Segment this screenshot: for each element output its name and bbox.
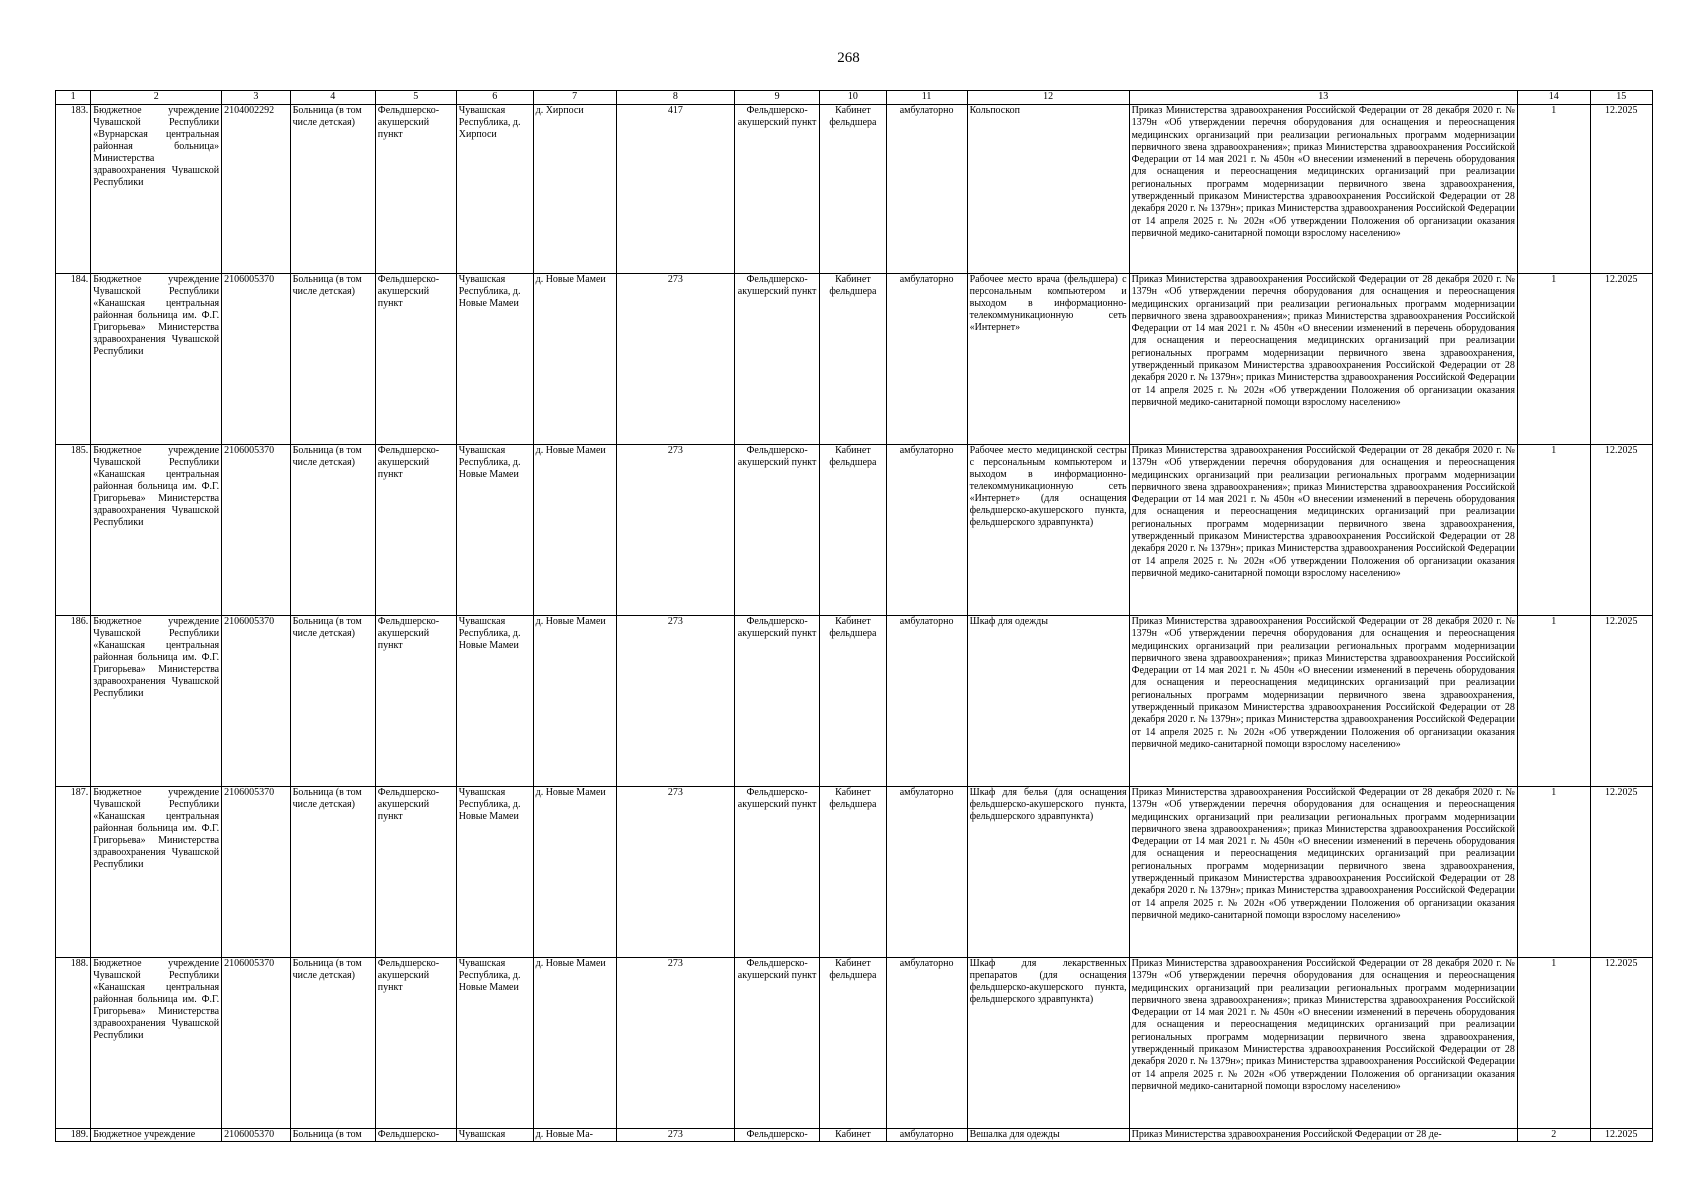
structural-unit: Фельдшерско-акушерский пункт — [375, 445, 456, 616]
equipment-name: Вешалка для одежды — [967, 1129, 1129, 1142]
delivery-date: 12.2025 — [1590, 445, 1652, 616]
row-number: 187. — [56, 787, 91, 958]
unit-address: Чувашская Республика, д. Хирпоси — [456, 105, 533, 274]
institution-type: Больница (в том — [290, 1129, 375, 1142]
row-number: 189. — [56, 1129, 91, 1142]
room: Кабинет фельдшера — [820, 105, 886, 274]
settlement: д. Новые Мамеи — [533, 274, 616, 445]
settlement: д. Новые Мамеи — [533, 787, 616, 958]
delivery-date: 12.2025 — [1590, 1129, 1652, 1142]
inn: 2104002292 — [222, 105, 291, 274]
settlement: д. Новые Мамеи — [533, 445, 616, 616]
institution-name: Бюджетное учреждение — [91, 1129, 222, 1142]
structural-unit: Фельдшерско-акушерский пункт — [375, 274, 456, 445]
institution-name: Бюджетное учреждение Чувашской Республики «Канашская центральная районная больница им. Ф.Г. Григорьева» Министерства здравоохранения Чувашской Республики — [91, 274, 222, 445]
table-row — [56, 958, 1653, 1129]
legal-basis: Приказ Министерства здравоохранения Российской Федерации от 28 декабря 2020 г. № 1379н «Об утверждении перечня оборудования для оснащения и переоснащения медицинских организаций при реализации региональных программ модернизации первичного звена здравоохранения»; приказ Министерства здравоохранения Российской Федерации от 14 мая 2021 г. № 450н «О внесении изменений в перечень оборудования для оснащения и переоснащения медицинских организаций при реализации региональных программ модернизации первичного звена здравоохранения, утвержденный приказом Министерства здравоохранения Российской Федерации от 28 декабря 2020 г. № 1379н»; приказ Министерства здравоохранения Российской Федерации от 14 апреля 2025 г. № 202н «Об утверждении Положения об организации оказания первичной медико-санитарной помощи взрослому населению» — [1129, 787, 1517, 958]
structural-unit: Фельдшерско-акушерский пункт — [375, 787, 456, 958]
institution-type: Больница (в том числе детская) — [290, 445, 375, 616]
row-number: 183. — [56, 105, 91, 274]
column-header: 8 — [616, 91, 734, 105]
institution-name: Бюджетное учреждение Чувашской Республики «Канашская центральная районная больница им. Ф.Г. Григорьева» Министерства здравоохранения Чувашской Республики — [91, 445, 222, 616]
population: 273 — [616, 1129, 734, 1142]
quantity: 1 — [1517, 105, 1590, 274]
care-condition: амбулаторно — [886, 616, 967, 787]
structural-unit: Фельдшерско-акушерский пункт — [375, 958, 456, 1129]
row-number: 184. — [56, 274, 91, 445]
population: 273 — [616, 274, 734, 445]
room: Кабинет фельдшера — [820, 445, 886, 616]
equipment-name: Кольпоскоп — [967, 105, 1129, 274]
row-number: 188. — [56, 958, 91, 1129]
inn: 2106005370 — [222, 787, 291, 958]
structural-unit: Фельдшерско- — [375, 1129, 456, 1142]
institution-name: Бюджетное учреждение Чувашской Республики «Канашская центральная районная больница им. Ф.Г. Григорьева» Министерства здравоохранения Чувашской Республики — [91, 616, 222, 787]
table-row — [56, 787, 1653, 958]
care-condition: амбулаторно — [886, 274, 967, 445]
room: Кабинет фельдшера — [820, 787, 886, 958]
subdivision: Фельдшерско-акушерский пункт — [735, 958, 820, 1129]
care-condition: амбулаторно — [886, 105, 967, 274]
equipment-name: Шкаф для лекарственных препаратов (для оснащения фельдшерско-акушерского пункта, фельдшерского здравпункта) — [967, 958, 1129, 1129]
population: 273 — [616, 958, 734, 1129]
institution-name: Бюджетное учреждение Чувашской Республики «Канашская центральная районная больница им. Ф.Г. Григорьева» Министерства здравоохранения Чувашской Республики — [91, 958, 222, 1129]
structural-unit: Фельдшерско-акушерский пункт — [375, 105, 456, 274]
delivery-date: 12.2025 — [1590, 105, 1652, 274]
quantity: 1 — [1517, 274, 1590, 445]
column-header: 13 — [1129, 91, 1517, 105]
quantity: 1 — [1517, 616, 1590, 787]
page-number: 268 — [837, 50, 860, 66]
legal-basis: Приказ Министерства здравоохранения Российской Федерации от 28 декабря 2020 г. № 1379н «Об утверждении перечня оборудования для оснащения и переоснащения медицинских организаций при реализации региональных программ модернизации первичного звена здравоохранения»; приказ Министерства здравоохранения Российской Федерации от 14 мая 2021 г. № 450н «О внесении изменений в перечень оборудования для оснащения и переоснащения медицинских организаций при реализации региональных программ модернизации первичного звена здравоохранения, утвержденный приказом Министерства здравоохранения Российской Федерации от 28 декабря 2020 г. № 1379н»; приказ Министерства здравоохранения Российской Федерации от 14 апреля 2025 г. № 202н «Об утверждении Положения об организации оказания первичной медико-санитарной помощи взрослому населению» — [1129, 616, 1517, 787]
settlement: д. Хирпоси — [533, 105, 616, 274]
institution-name: Бюджетное учреждение Чувашской Республики «Вурнарская центральная районная больница» Министерства здравоохранения Чувашской Республики — [91, 105, 222, 274]
table-row — [56, 1129, 1653, 1142]
subdivision: Фельдшерско-акушерский пункт — [735, 105, 820, 274]
quantity: 1 — [1517, 787, 1590, 958]
table-row — [56, 445, 1653, 616]
population: 417 — [616, 105, 734, 274]
delivery-date: 12.2025 — [1590, 274, 1652, 445]
legal-basis: Приказ Министерства здравоохранения Российской Федерации от 28 де- — [1129, 1129, 1517, 1142]
inn: 2106005370 — [222, 445, 291, 616]
delivery-date: 12.2025 — [1590, 616, 1652, 787]
settlement: д. Новые Мамеи — [533, 958, 616, 1129]
subdivision: Фельдшерско-акушерский пункт — [735, 445, 820, 616]
table-row — [56, 616, 1653, 787]
column-header: 9 — [735, 91, 820, 105]
institution-type: Больница (в том числе детская) — [290, 616, 375, 787]
population: 273 — [616, 787, 734, 958]
quantity: 2 — [1517, 1129, 1590, 1142]
equipment-name: Шкаф для белья (для оснащения фельдшерско-акушерского пункта, фельдшерского здравпункта) — [967, 787, 1129, 958]
subdivision: Фельдшерско-акушерский пункт — [735, 787, 820, 958]
column-header: 6 — [456, 91, 533, 105]
subdivision: Фельдшерско-акушерский пункт — [735, 616, 820, 787]
population: 273 — [616, 445, 734, 616]
room: Кабинет фельдшера — [820, 274, 886, 445]
institution-name: Бюджетное учреждение Чувашской Республики «Канашская центральная районная больница им. Ф.Г. Григорьева» Министерства здравоохранения Чувашской Республики — [91, 787, 222, 958]
table-row — [56, 274, 1653, 445]
column-header: 14 — [1517, 91, 1590, 105]
quantity: 1 — [1517, 958, 1590, 1129]
delivery-date: 12.2025 — [1590, 958, 1652, 1129]
column-header: 15 — [1590, 91, 1652, 105]
delivery-date: 12.2025 — [1590, 787, 1652, 958]
institution-type: Больница (в том числе детская) — [290, 787, 375, 958]
care-condition: амбулаторно — [886, 787, 967, 958]
column-header: 5 — [375, 91, 456, 105]
unit-address: Чувашская Республика, д. Новые Мамеи — [456, 958, 533, 1129]
inn: 2106005370 — [222, 616, 291, 787]
structural-unit: Фельдшерско-акушерский пункт — [375, 616, 456, 787]
row-number: 185. — [56, 445, 91, 616]
table-row — [56, 105, 1653, 274]
column-header: 10 — [820, 91, 886, 105]
care-condition: амбулаторно — [886, 958, 967, 1129]
inn: 2106005370 — [222, 958, 291, 1129]
equipment-registry-table — [55, 90, 1653, 1142]
legal-basis: Приказ Министерства здравоохранения Российской Федерации от 28 декабря 2020 г. № 1379н «Об утверждении перечня оборудования для оснащения и переоснащения медицинских организаций при реализации региональных программ модернизации первичного звена здравоохранения»; приказ Министерства здравоохранения Российской Федерации от 14 мая 2021 г. № 450н «О внесении изменений в перечень оборудования для оснащения и переоснащения медицинских организаций при реализации региональных программ модернизации первичного звена здравоохранения, утвержденный приказом Министерства здравоохранения Российской Федерации от 28 декабря 2020 г. № 1379н»; приказ Министерства здравоохранения Российской Федерации от 14 апреля 2025 г. № 202н «Об утверждении Положения об организации оказания первичной медико-санитарной помощи взрослому населению» — [1129, 445, 1517, 616]
equipment-name: Шкаф для одежды — [967, 616, 1129, 787]
room: Кабинет фельдшера — [820, 616, 886, 787]
institution-type: Больница (в том числе детская) — [290, 274, 375, 445]
quantity: 1 — [1517, 445, 1590, 616]
unit-address: Чувашская — [456, 1129, 533, 1142]
settlement: д. Новые Ма- — [533, 1129, 616, 1142]
subdivision: Фельдшерско-акушерский пункт — [735, 274, 820, 445]
unit-address: Чувашская Республика, д. Новые Мамеи — [456, 616, 533, 787]
inn: 2106005370 — [222, 1129, 291, 1142]
column-header: 1 — [56, 91, 91, 105]
legal-basis: Приказ Министерства здравоохранения Российской Федерации от 28 декабря 2020 г. № 1379н «Об утверждении перечня оборудования для оснащения и переоснащения медицинских организаций при реализации региональных программ модернизации первичного звена здравоохранения»; приказ Министерства здравоохранения Российской Федерации от 14 мая 2021 г. № 450н «О внесении изменений в перечень оборудования для оснащения и переоснащения медицинских организаций при реализации региональных программ модернизации первичного звена здравоохранения, утвержденный приказом Министерства здравоохранения Российской Федерации от 28 декабря 2020 г. № 1379н»; приказ Министерства здравоохранения Российской Федерации от 14 апреля 2025 г. № 202н «Об утверждении Положения об организации оказания первичной медико-санитарной помощи взрослому населению» — [1129, 274, 1517, 445]
legal-basis: Приказ Министерства здравоохранения Российской Федерации от 28 декабря 2020 г. № 1379н «Об утверждении перечня оборудования для оснащения и переоснащения медицинских организаций при реализации региональных программ модернизации первичного звена здравоохранения»; приказ Министерства здравоохранения Российской Федерации от 14 мая 2021 г. № 450н «О внесении изменений в перечень оборудования для оснащения и переоснащения медицинских организаций при реализации региональных программ модернизации первичного звена здравоохранения, утвержденный приказом Министерства здравоохранения Российской Федерации от 28 декабря 2020 г. № 1379н»; приказ Министерства здравоохранения Российской Федерации от 14 апреля 2025 г. № 202н «Об утверждении Положения об организации оказания первичной медико-санитарной помощи взрослому населению» — [1129, 958, 1517, 1129]
institution-type: Больница (в том числе детская) — [290, 958, 375, 1129]
unit-address: Чувашская Республика, д. Новые Мамеи — [456, 445, 533, 616]
care-condition: амбулаторно — [886, 445, 967, 616]
column-header: 4 — [290, 91, 375, 105]
legal-basis: Приказ Министерства здравоохранения Российской Федерации от 28 декабря 2020 г. № 1379н «Об утверждении перечня оборудования для оснащения и переоснащения медицинских организаций при реализации региональных программ модернизации первичного звена здравоохранения»; приказ Министерства здравоохранения Российской Федерации от 14 мая 2021 г. № 450н «О внесении изменений в перечень оборудования для оснащения и переоснащения медицинских организаций при реализации региональных программ модернизации первичного звена здравоохранения, утвержденный приказом Министерства здравоохранения Российской Федерации от 28 декабря 2020 г. № 1379н»; приказ Министерства здравоохранения Российской Федерации от 14 апреля 2025 г. № 202н «Об утверждении Положения об организации оказания первичной медико-санитарной помощи взрослому населению» — [1129, 105, 1517, 274]
room: Кабинет фельдшера — [820, 958, 886, 1129]
equipment-name: Рабочее место врача (фельдшера) с персональным компьютером и выходом в информационно-телекоммуникационную сеть «Интернет» — [967, 274, 1129, 445]
room: Кабинет — [820, 1129, 886, 1142]
column-header: 11 — [886, 91, 967, 105]
subdivision: Фельдшерско- — [735, 1129, 820, 1142]
unit-address: Чувашская Республика, д. Новые Мамеи — [456, 787, 533, 958]
settlement: д. Новые Мамеи — [533, 616, 616, 787]
unit-address: Чувашская Республика, д. Новые Мамеи — [456, 274, 533, 445]
care-condition: амбулаторно — [886, 1129, 967, 1142]
column-header: 12 — [967, 91, 1129, 105]
institution-type: Больница (в том числе детская) — [290, 105, 375, 274]
column-header: 2 — [91, 91, 222, 105]
column-header: 7 — [533, 91, 616, 105]
equipment-name: Рабочее место медицинской сестры с персональным компьютером и выходом в информационно-телекоммуникационную сеть «Интернет» (для оснащения фельдшерско-акушерского пункта, фельдшерского здравпункта) — [967, 445, 1129, 616]
column-number-row — [56, 91, 1653, 105]
inn: 2106005370 — [222, 274, 291, 445]
population: 273 — [616, 616, 734, 787]
row-number: 186. — [56, 616, 91, 787]
column-header: 3 — [222, 91, 291, 105]
